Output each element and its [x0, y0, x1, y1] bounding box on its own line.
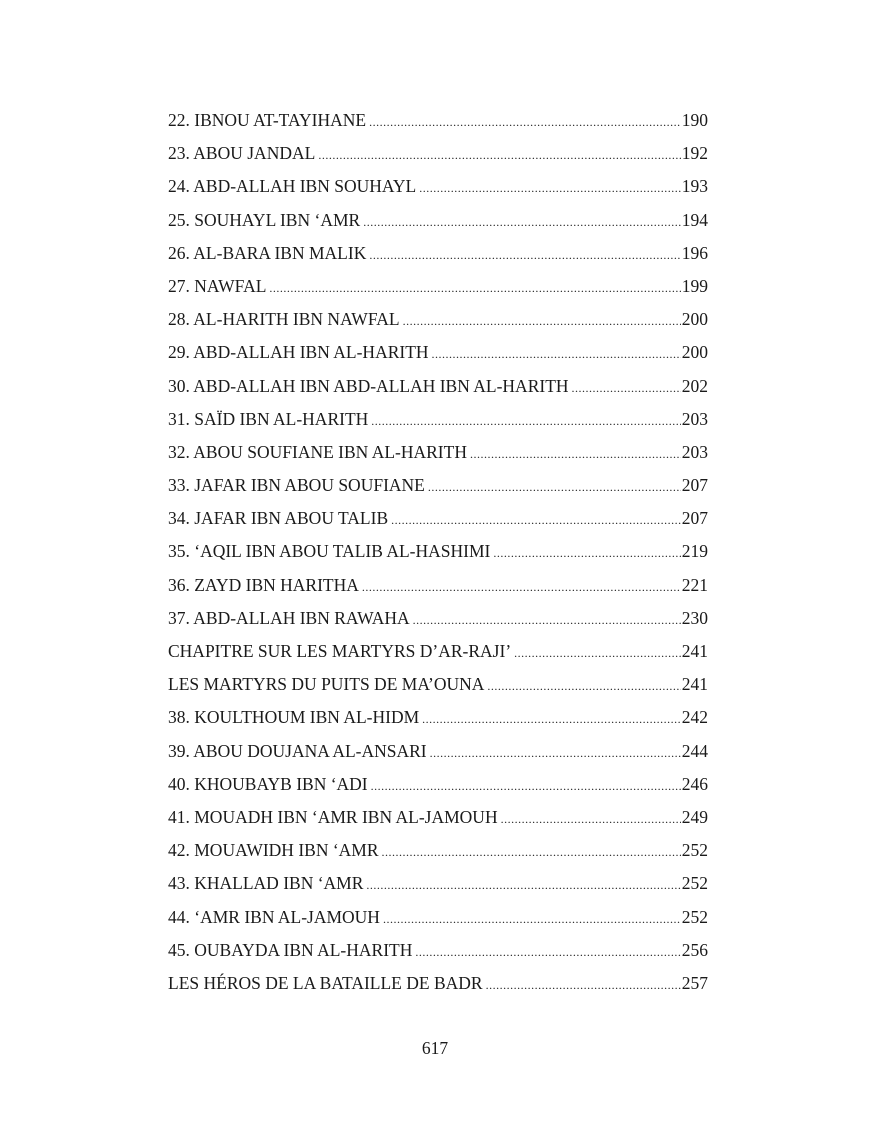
toc-entry-title: 35. ‘AQIL IBN ABOU TALIB AL-HASHIMI — [168, 541, 491, 562]
toc-entry-page: 221 — [681, 574, 708, 595]
toc-entry — [168, 204, 708, 237]
toc-entry-page: 200 — [681, 309, 708, 330]
toc-entry-page: 244 — [681, 740, 708, 761]
toc-entry-page: 249 — [681, 806, 708, 827]
toc-entry — [168, 237, 708, 270]
toc-entry — [168, 104, 708, 137]
toc-entry-page: 230 — [681, 607, 708, 628]
toc-entry-page: 246 — [681, 773, 708, 794]
toc-entry-title: 40. KHOUBAYB IBN ‘ADI — [168, 773, 368, 794]
toc-entry — [168, 801, 708, 834]
toc-entry-page: 207 — [681, 508, 708, 529]
toc-entry — [168, 867, 708, 900]
toc-entry-title: 33. JAFAR IBN ABOU SOUFIANE — [168, 475, 425, 496]
toc-entry — [168, 602, 708, 635]
toc-entry-page: 203 — [681, 441, 708, 462]
dot-leader — [432, 338, 681, 371]
toc-entry-title: LES MARTYRS DU PUITS DE MA’OUNA — [168, 674, 485, 695]
page-number: 617 — [421, 1038, 449, 1058]
toc-entry-title: 29. ABD-ALLAH IBN AL-HARITH — [168, 342, 429, 363]
toc-entry-title: 36. ZAYD IBN HARITHA — [168, 574, 359, 595]
toc-entry-page: 242 — [681, 707, 708, 728]
toc-entry-title: 45. OUBAYDA IBN AL-HARITH — [168, 939, 413, 960]
dot-leader — [572, 372, 681, 405]
dot-leader — [369, 106, 681, 139]
dot-leader — [382, 836, 681, 869]
toc-entry — [168, 436, 708, 469]
toc-entry-title: 25. SOUHAYL IBN ‘AMR — [168, 209, 361, 230]
dot-leader — [383, 903, 681, 936]
toc-entry-title: 34. JAFAR IBN ABOU TALIB — [168, 508, 389, 529]
toc-entry-title: 38. KOULTHOUM IBN AL-HIDM — [168, 707, 420, 728]
dot-leader — [413, 604, 681, 637]
dot-leader — [470, 438, 681, 471]
toc-entry — [168, 502, 708, 535]
toc-entry-page: 252 — [681, 906, 708, 927]
dot-leader — [269, 272, 680, 305]
toc-entry-title: 27. NAWFAL — [168, 275, 267, 296]
toc-entry-page: 207 — [681, 475, 708, 496]
dot-leader — [391, 504, 681, 537]
dot-leader — [486, 969, 681, 1002]
toc-entry-page: 196 — [681, 242, 708, 263]
toc-entry-title: 39. ABOU DOUJANA AL-ANSARI — [168, 740, 427, 761]
dot-leader — [366, 869, 680, 902]
toc-entry — [168, 768, 708, 801]
toc-entry-page: 199 — [681, 275, 708, 296]
toc-entry-title: 44. ‘AMR IBN AL-JAMOUH — [168, 906, 380, 927]
toc-entry — [168, 967, 708, 1000]
toc-entry-title: CHAPITRE SUR LES MARTYRS D’AR-RAJI’ — [168, 641, 512, 661]
toc-entry-page: 256 — [681, 939, 708, 960]
dot-leader — [487, 670, 680, 703]
toc-entry-title: 42. MOUAWIDH IBN ‘AMR — [168, 840, 379, 861]
toc-entry-title: 24. ABD-ALLAH IBN SOUHAYL — [168, 176, 417, 197]
toc-entry-title: 37. ABD-ALLAH IBN RAWAHA — [168, 607, 410, 628]
toc-entry — [168, 469, 708, 502]
dot-leader — [501, 803, 681, 836]
dot-leader — [371, 405, 680, 438]
toc-entry — [168, 668, 708, 701]
toc-entry-page: 200 — [681, 342, 708, 363]
toc-entry-page: 192 — [681, 143, 708, 164]
toc-entry-page: 190 — [681, 110, 708, 130]
toc-entry-page: 241 — [681, 674, 708, 695]
toc-entry — [168, 535, 708, 568]
toc-entry — [168, 270, 708, 303]
toc-entry-page: 202 — [681, 375, 708, 396]
dot-leader — [415, 936, 680, 969]
toc-entry — [168, 370, 708, 403]
toc-entry-title: 23. ABOU JANDAL — [168, 143, 316, 164]
toc-entry — [168, 170, 708, 203]
dot-leader — [514, 637, 681, 670]
dot-leader — [362, 571, 681, 604]
toc-entry-page: 257 — [681, 972, 708, 993]
toc-entry — [168, 701, 708, 734]
dot-leader — [403, 305, 681, 338]
toc-entry-title: 28. AL-HARITH IBN NAWFAL — [168, 309, 400, 330]
toc-entry-title: 26. AL-BARA IBN MALIK — [168, 242, 367, 263]
toc-entry-title: 32. ABOU SOUFIANE IBN AL-HARITH — [168, 441, 467, 462]
toc-entry-title: 43. KHALLAD IBN ‘AMR — [168, 873, 364, 894]
toc-entry-title: 41. MOUADH IBN ‘AMR IBN AL-JAMOUH — [168, 806, 498, 827]
table-of-contents — [168, 104, 708, 1000]
toc-entry — [168, 403, 708, 436]
dot-leader — [493, 537, 680, 570]
toc-entry — [168, 934, 708, 967]
toc-entry — [168, 735, 708, 768]
toc-entry-title: 31. SAÏD IBN AL-HARITH — [168, 408, 369, 429]
dot-leader — [422, 703, 681, 736]
toc-entry — [168, 336, 708, 369]
toc-entry-page: 241 — [681, 641, 708, 661]
dot-leader — [363, 206, 681, 239]
toc-entry — [168, 569, 708, 602]
toc-entry-title: LES HÉROS DE LA BATAILLE DE BADR — [168, 972, 483, 993]
toc-entry-title: 22. IBNOU AT-TAYIHANE — [168, 110, 367, 130]
toc-entry — [168, 303, 708, 336]
dot-leader — [369, 239, 680, 272]
toc-entry-page: 203 — [681, 408, 708, 429]
toc-entry — [168, 635, 708, 668]
dot-leader — [371, 770, 681, 803]
toc-entry-page: 219 — [681, 541, 708, 562]
toc-entry — [168, 901, 708, 934]
dot-leader — [419, 172, 681, 205]
dot-leader — [430, 737, 681, 770]
toc-entry-title: 30. ABD-ALLAH IBN ABD-ALLAH IBN AL-HARITH — [168, 375, 569, 396]
toc-entry-page: 193 — [681, 176, 708, 197]
dot-leader — [428, 471, 681, 504]
toc-entry — [168, 137, 708, 170]
toc-entry-page: 252 — [681, 873, 708, 894]
dot-leader — [318, 139, 680, 172]
toc-entry-page: 252 — [681, 840, 708, 861]
toc-entry — [168, 834, 708, 867]
toc-entry-page: 194 — [681, 209, 708, 230]
